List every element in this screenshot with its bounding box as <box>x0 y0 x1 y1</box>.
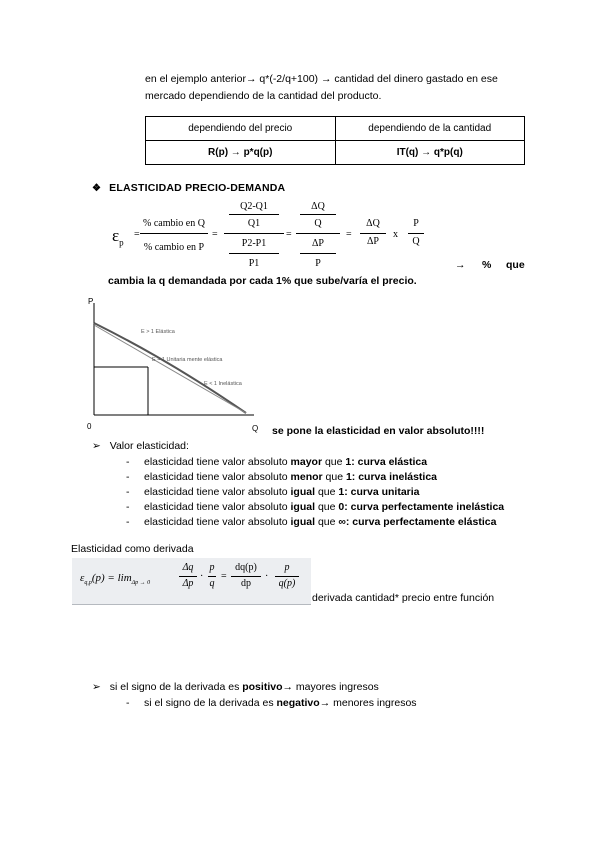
demand-curve-chart <box>86 295 261 435</box>
delta-p: ΔP <box>312 238 324 249</box>
p-symbol: P <box>315 258 321 269</box>
q1: Q1 <box>247 218 261 229</box>
delta-q: Δq <box>182 562 194 573</box>
table-header-price: dependiendo del precio <box>146 117 336 141</box>
derivative-title: Elasticidad como derivada <box>71 543 194 555</box>
heading-text: ELASTICIDAD PRECIO-DEMANDA <box>109 182 286 194</box>
unit-elastic-label: E = 1 Unitaria mente elástica <box>152 357 223 363</box>
derivative-lhs: $\varepsilon_{q,p}(p) = \lim_{\Delta p \to 0}$ <box>80 572 151 587</box>
section-heading <box>92 182 285 194</box>
delta-q: ΔQ <box>366 218 380 229</box>
fraction-bar <box>208 576 216 577</box>
p-symbol: p <box>284 562 290 573</box>
diamond-bullet-icon: ❖ <box>92 183 102 194</box>
linear-demand-line <box>94 325 246 413</box>
intro-line-2: mercado dependiendo de la cantidad del producto. <box>145 90 382 102</box>
dot-operator: · <box>265 571 269 582</box>
equals-sign: = <box>346 229 352 240</box>
table-cell-revenue-quantity: IT(q) → q*p(q) <box>335 141 525 165</box>
q2-minus-q1: Q2-Q1 <box>240 201 268 212</box>
equals-sign: = <box>212 229 218 240</box>
epsilon-symbol: $\varepsilon_p$ <box>112 226 124 248</box>
delta-p: ΔP <box>367 236 379 247</box>
fraction-bar <box>296 233 340 234</box>
equals-sign: = <box>221 571 227 582</box>
derivative-caption: derivada cantidad* precio entre función <box>312 592 495 604</box>
p-symbol: P <box>413 218 419 229</box>
equals-sign: = <box>134 229 140 240</box>
que-word: que <box>506 259 525 271</box>
values-list-title <box>92 440 189 452</box>
dp: dp <box>241 578 251 589</box>
meaning-line-2: cambia la q demandada por cada 1% que sube/varía el precio. <box>108 275 417 287</box>
values-title: Valor elasticidad: <box>109 440 189 452</box>
table-header-quantity: dependiendo de la cantidad <box>335 117 525 141</box>
fraction-bar <box>224 233 284 234</box>
p-symbol: p <box>209 562 215 573</box>
y-axis-label: P <box>88 297 94 306</box>
absolute-value-note: se pone la elasticidad en valor absoluto!!!! <box>272 425 485 437</box>
p2-minus-p1: P2-P1 <box>241 238 267 249</box>
elastic-label: E > 1 Elástica <box>141 329 175 335</box>
q-symbol: q <box>209 578 215 589</box>
pct-change-q: % cambio en Q <box>143 218 205 229</box>
elasticity-formula <box>112 196 442 272</box>
revenue-table <box>145 116 525 165</box>
fraction-bar <box>179 576 197 577</box>
origin-label: 0 <box>87 422 92 431</box>
intro-paragraph <box>145 71 525 105</box>
fraction-bar <box>229 253 279 254</box>
equals-sign: = <box>286 229 292 240</box>
fraction-bar <box>408 233 424 234</box>
fraction-bar <box>300 214 336 215</box>
right-arrow-icon: → <box>455 259 466 271</box>
fraction-bar <box>275 576 299 577</box>
sign-positive-line: ➢ si el signo de la derivada es positivo→ mayores ingresos <box>92 681 379 693</box>
q-symbol: Q <box>412 236 420 247</box>
intro-line-1: en el ejemplo anterior→ q*(-2/q+100) → cantidad del dinero gastado en ese <box>145 73 498 85</box>
x-axis-label: Q <box>252 424 259 433</box>
delta-q: ΔQ <box>311 201 325 212</box>
pct-change-p: % cambio en P <box>143 242 205 253</box>
fraction-bar <box>140 233 208 234</box>
inelastic-label: E < 1 Inelástica <box>204 381 242 387</box>
arrow-bullet-icon: ➢ <box>92 681 101 693</box>
fraction-bar <box>360 233 386 234</box>
q-symbol: Q <box>314 218 322 229</box>
times-sign: x <box>393 229 398 240</box>
fraction-bar <box>300 253 336 254</box>
arrow-bullet-icon: ➢ <box>92 440 101 452</box>
delta-p: Δp <box>182 578 194 589</box>
p1: P1 <box>248 258 260 269</box>
dot-operator: · <box>200 571 204 582</box>
table-row <box>146 117 525 141</box>
dq-p: dq(p) <box>235 562 257 573</box>
table-cell-revenue-price: R(p) → p*q(p) <box>146 141 336 165</box>
fraction-bar <box>231 576 261 577</box>
table-row <box>146 141 525 165</box>
fraction-bar <box>229 214 279 215</box>
q-of-p: q(p) <box>278 578 296 589</box>
percent-sign: % <box>482 259 492 271</box>
derivative-formula-box <box>72 558 311 605</box>
